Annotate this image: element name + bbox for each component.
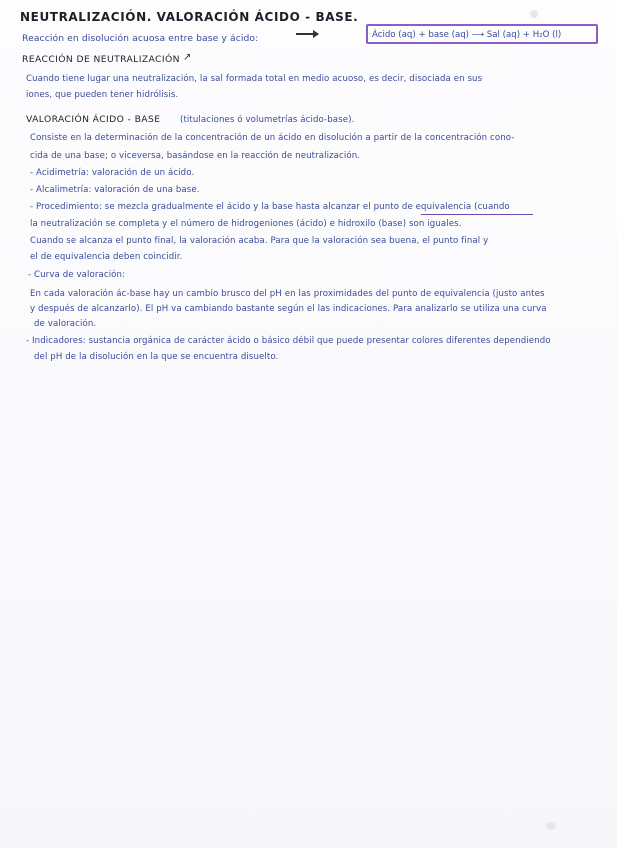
paragraph-line: Consiste en la determinación de la concentración de un ácido en disolución a partir de la concentración cono- (30, 133, 515, 143)
paragraph-line: Cuando tiene lugar una neutralización, la sal formada total en medio acuoso, es decir, disociada en sus (26, 74, 483, 84)
arrow-up-icon: ↗ (183, 52, 192, 63)
paragraph-line: Cuando se alcanza el punto final, la valoración acaba. Para que la valoración sea buena, el punto final y (30, 236, 489, 246)
section-heading-neutralizacion: REACCIÓN DE NEUTRALIZACIÓN (22, 54, 180, 65)
paragraph-line: la neutralización se completa y el número de hidrogeniones (ácido) e hidroxilo (base) son iguales. (30, 219, 462, 229)
page-title: NEUTRALIZACIÓN. VALORACIÓN ÁCIDO - BASE. (20, 10, 359, 24)
bullet-acidimetria: - Acidimetría: valoración de un ácido. (30, 168, 195, 178)
paragraph-line: del pH de la disolución en la que se encuentra disuelto. (34, 352, 279, 362)
equation-text: Ácido (aq) + base (aq) ⟶ Sal (aq) + H₂O (l) (372, 30, 562, 40)
section-heading-valoracion: VALORACIÓN ÁCIDO - BASE (26, 114, 161, 125)
bullet-alcalimetria: - Alcalimetría: valoración de una base. (30, 185, 200, 195)
equation-box (366, 24, 598, 44)
paragraph-line: En cada valoración ác-base hay un cambio brusco del pH en las proximidades del punto de equivalencia (justo antes (30, 289, 545, 299)
paragraph-line: el de equivalencia deben coincidir. (30, 252, 183, 262)
bullet-curva: - Curva de valoración: (28, 270, 126, 280)
bullet-procedimiento: - Procedimiento: se mezcla gradualmente el ácido y la base hasta alcanzar el punto de equivalencia (cuando (30, 202, 510, 212)
paragraph-line: y después de alcanzarlo). El pH va cambiando bastante según el las indicaciones. Para analizarlo se utiliza una curva (30, 304, 547, 314)
bullet-indicadores: - Indicadores: sustancia orgánica de carácter ácido o básico débil que puede presentar colores diferentes dependiendo (26, 336, 551, 346)
intro-text: Reacción en disolución acuosa entre base y ácido: (22, 33, 259, 44)
heading-note: (titulaciones ó volumetrías ácido-base). (180, 115, 355, 125)
paper-mark (530, 10, 538, 18)
arrow-right-icon (296, 33, 318, 35)
paragraph-line: cida de una base; o viceversa, basándose en la reacción de neutralización. (30, 151, 361, 161)
paper-mark (546, 822, 556, 830)
paragraph-line: iones, que pueden tener hidrólisis. (26, 90, 179, 100)
paragraph-line: de valoración. (34, 319, 97, 329)
